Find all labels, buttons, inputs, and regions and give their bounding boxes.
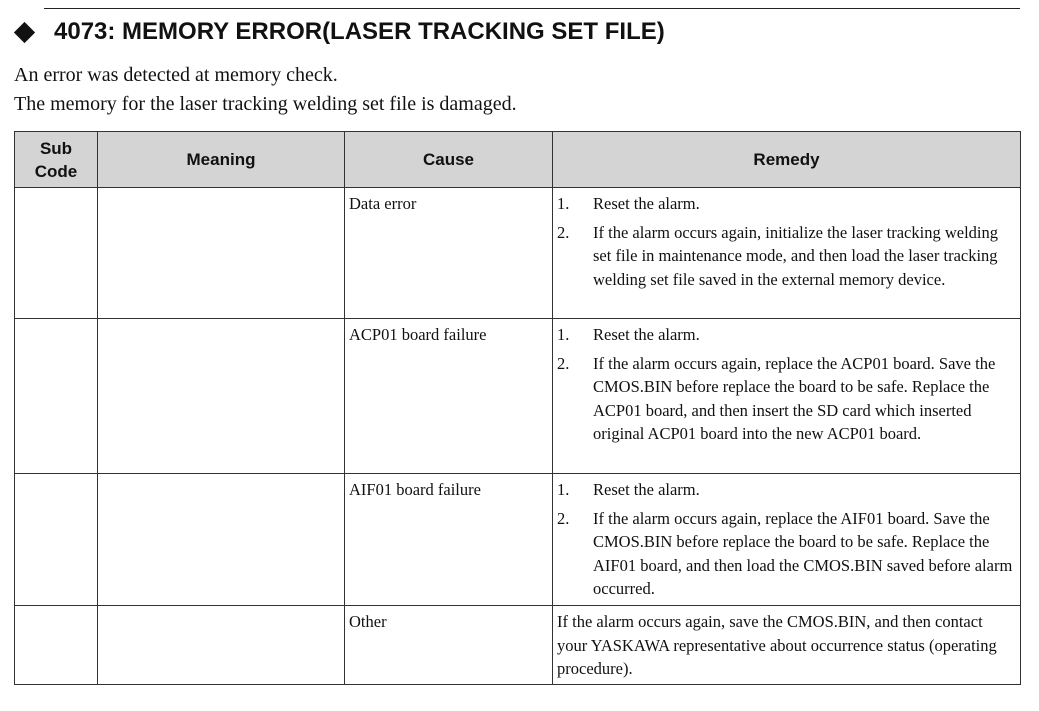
top-rule <box>44 8 1020 9</box>
step-number: 2. <box>557 508 570 528</box>
table-header-row <box>15 132 1021 188</box>
header-remedy: Remedy <box>553 132 1021 188</box>
meaning-cell <box>98 474 345 606</box>
meaning-cell <box>98 188 345 319</box>
sub-code-cell <box>15 188 98 319</box>
header-sub-code-line2: Code <box>34 161 78 181</box>
diamond-bullet-icon <box>14 21 35 42</box>
remedy-steps <box>557 192 1016 291</box>
header-sub-code-line1: Sub <box>39 138 73 158</box>
step-number: 2. <box>557 353 570 373</box>
meaning-cell <box>98 319 345 474</box>
step-number: 2. <box>557 222 570 242</box>
cause-cell: Data error <box>345 188 553 319</box>
cause-cell: AIF01 board failure <box>345 474 553 606</box>
remedy-cell: If the alarm occurs again, save the CMOS.BIN, and then contact your YASKAWA representative about occurrence status (operating procedure). <box>553 606 1021 685</box>
section-heading <box>12 16 665 48</box>
remedy-cell <box>553 188 1021 319</box>
table-row <box>15 606 1021 685</box>
remedy-step <box>557 507 1016 601</box>
sub-code-cell <box>15 474 98 606</box>
error-table <box>14 131 1021 685</box>
description-line-2: The memory for the laser tracking welding set file is damaged. <box>14 93 517 115</box>
remedy-step <box>557 192 1016 216</box>
step-text: If the alarm occurs again, initialize the laser tracking welding set file in maintenance mode, and then load the laser tracking welding set file saved in the external memory device. <box>593 222 998 289</box>
step-text: Reset the alarm. <box>593 194 700 213</box>
remedy-step <box>557 478 1016 502</box>
header-sub-code <box>15 132 98 188</box>
step-text: If the alarm occurs again, replace the ACP01 board. Save the CMOS.BIN before replace the board to be safe. Replace the ACP01 board, and then insert the SD card which inserted original ACP01 board into the new ACP01 board. <box>593 353 996 443</box>
step-text: Reset the alarm. <box>593 325 700 344</box>
remedy-step <box>557 352 1016 446</box>
remedy-steps <box>557 478 1016 601</box>
sub-code-cell <box>15 606 98 685</box>
remedy-steps <box>557 323 1016 446</box>
remedy-step <box>557 221 1016 292</box>
description-line-1: An error was detected at memory check. <box>14 64 338 86</box>
table-row <box>15 474 1021 606</box>
header-cause: Cause <box>345 132 553 188</box>
remedy-cell <box>553 319 1021 474</box>
heading-title: 4073: MEMORY ERROR(LASER TRACKING SET FILE) <box>54 18 665 45</box>
table-row <box>15 319 1021 474</box>
header-meaning: Meaning <box>98 132 345 188</box>
remedy-step <box>557 323 1016 347</box>
meaning-cell <box>98 606 345 685</box>
step-text: Reset the alarm. <box>593 480 700 499</box>
step-number: 1. <box>557 325 570 344</box>
table-row <box>15 188 1021 319</box>
remedy-cell <box>553 474 1021 606</box>
cause-cell: Other <box>345 606 553 685</box>
cause-cell: ACP01 board failure <box>345 319 553 474</box>
step-number: 1. <box>557 194 570 213</box>
sub-code-cell <box>15 319 98 474</box>
step-number: 1. <box>557 480 570 499</box>
error-description <box>14 61 517 119</box>
step-text: If the alarm occurs again, replace the AIF01 board. Save the CMOS.BIN before replace the board to be safe. Replace the AIF01 board, and then load the CMOS.BIN saved before alarm occurred. <box>593 508 1013 598</box>
